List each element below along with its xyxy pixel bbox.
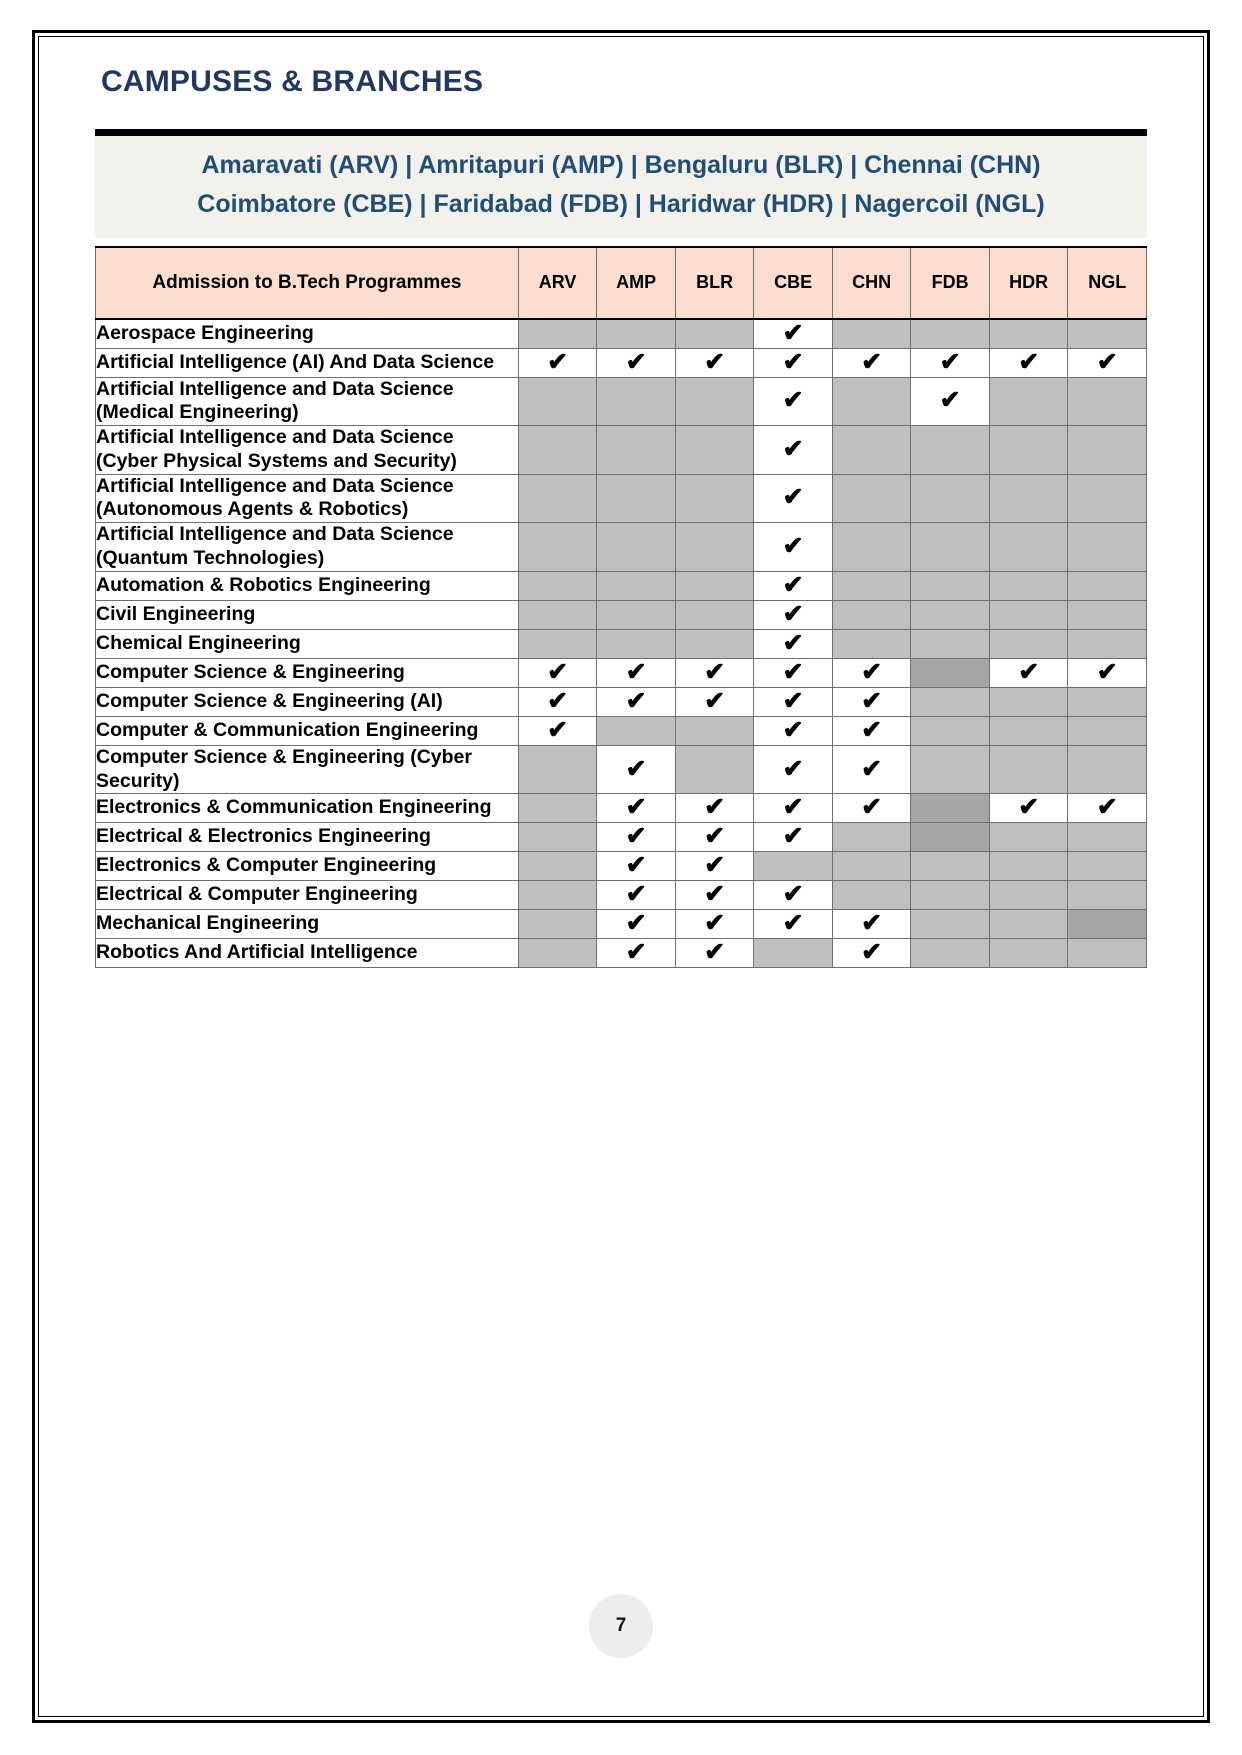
page-footer (39, 1594, 1203, 1658)
availability-cell-hdr (989, 852, 1068, 881)
availability-cell-hdr (989, 319, 1068, 349)
availability-cell-fdb (911, 716, 990, 745)
checkmark-icon: ✔ (1096, 793, 1118, 822)
availability-cell-blr (675, 852, 754, 881)
availability-cell-fdb (911, 629, 990, 658)
availability-cell-cbe (754, 794, 833, 823)
availability-cell-ngl (1068, 629, 1147, 658)
table-row (96, 658, 1147, 687)
programme-name: Aerospace Engineering (96, 319, 519, 349)
checkmark-icon: ✔ (1018, 657, 1040, 686)
availability-cell-fdb (911, 426, 990, 475)
programme-name: Artificial Intelligence and Data Science (Quantum Technologies) (96, 523, 519, 572)
programme-name: Artificial Intelligence (AI) And Data Science (96, 348, 519, 377)
table-row (96, 571, 1147, 600)
availability-cell-chn (832, 794, 911, 823)
checkmark-icon: ✔ (782, 570, 804, 599)
availability-cell-arv (518, 523, 597, 572)
availability-cell-cbe (754, 629, 833, 658)
table-row (96, 474, 1147, 523)
availability-cell-fdb (911, 852, 990, 881)
checkmark-icon: ✔ (704, 909, 726, 938)
checkmark-icon: ✔ (704, 686, 726, 715)
table-row (96, 910, 1147, 939)
programme-name: Artificial Intelligence and Data Science (Autonomous Agents & Robotics) (96, 474, 519, 523)
availability-cell-arv (518, 658, 597, 687)
availability-cell-blr (675, 658, 754, 687)
checkmark-icon: ✔ (625, 822, 647, 851)
checkmark-icon: ✔ (861, 686, 883, 715)
availability-cell-hdr (989, 348, 1068, 377)
column-header-chn: CHN (832, 247, 911, 319)
table-row (96, 745, 1147, 794)
availability-cell-blr (675, 523, 754, 572)
availability-cell-ngl (1068, 523, 1147, 572)
availability-cell-hdr (989, 823, 1068, 852)
availability-cell-chn (832, 319, 911, 349)
availability-cell-fdb (911, 571, 990, 600)
availability-cell-cbe (754, 600, 833, 629)
availability-cell-cbe (754, 319, 833, 349)
programme-name: Electrical & Electronics Engineering (96, 823, 519, 852)
availability-cell-fdb (911, 658, 990, 687)
page-inner-border (38, 36, 1204, 1717)
column-header-arv: ARV (518, 247, 597, 319)
availability-cell-amp (597, 600, 676, 629)
availability-cell-cbe (754, 523, 833, 572)
availability-cell-chn (832, 377, 911, 426)
checkmark-icon: ✔ (1018, 793, 1040, 822)
availability-cell-arv (518, 377, 597, 426)
availability-cell-cbe (754, 687, 833, 716)
availability-cell-cbe (754, 823, 833, 852)
availability-cell-arv (518, 319, 597, 349)
availability-cell-chn (832, 852, 911, 881)
column-header-amp: AMP (597, 247, 676, 319)
availability-cell-cbe (754, 910, 833, 939)
availability-cell-blr (675, 910, 754, 939)
availability-cell-chn (832, 348, 911, 377)
availability-cell-blr (675, 687, 754, 716)
availability-cell-ngl (1068, 716, 1147, 745)
availability-cell-amp (597, 629, 676, 658)
availability-cell-amp (597, 881, 676, 910)
programme-name: Robotics And Artificial Intelligence (96, 939, 519, 968)
availability-cell-amp (597, 348, 676, 377)
table-row (96, 716, 1147, 745)
availability-cell-chn (832, 571, 911, 600)
availability-cell-arv (518, 571, 597, 600)
availability-cell-hdr (989, 571, 1068, 600)
availability-cell-hdr (989, 881, 1068, 910)
checkmark-icon: ✔ (1096, 347, 1118, 376)
campus-banner-line-1: Amaravati (ARV) | Amritapuri (AMP) | Bengaluru (BLR) | Chennai (CHN) (201, 151, 1041, 179)
availability-cell-chn (832, 745, 911, 794)
column-header-hdr: HDR (989, 247, 1068, 319)
availability-cell-cbe (754, 745, 833, 794)
availability-cell-ngl (1068, 794, 1147, 823)
column-header-ngl: NGL (1068, 247, 1147, 319)
availability-cell-blr (675, 745, 754, 794)
availability-cell-ngl (1068, 939, 1147, 968)
availability-cell-hdr (989, 600, 1068, 629)
checkmark-icon: ✔ (704, 851, 726, 880)
column-header-cbe: CBE (754, 247, 833, 319)
checkmark-icon: ✔ (861, 938, 883, 967)
checkmark-icon: ✔ (704, 347, 726, 376)
availability-cell-cbe (754, 939, 833, 968)
programme-name: Electronics & Communication Engineering (96, 794, 519, 823)
checkmark-icon: ✔ (782, 386, 804, 415)
checkmark-icon: ✔ (704, 657, 726, 686)
availability-cell-blr (675, 716, 754, 745)
availability-cell-fdb (911, 377, 990, 426)
checkmark-icon: ✔ (625, 793, 647, 822)
checkmark-icon: ✔ (782, 686, 804, 715)
programme-name: Computer Science & Engineering (AI) (96, 687, 519, 716)
checkmark-icon: ✔ (1018, 347, 1040, 376)
availability-cell-arv (518, 474, 597, 523)
programme-name: Civil Engineering (96, 600, 519, 629)
availability-cell-amp (597, 658, 676, 687)
checkmark-icon: ✔ (704, 793, 726, 822)
availability-cell-cbe (754, 852, 833, 881)
availability-cell-ngl (1068, 474, 1147, 523)
availability-cell-arv (518, 629, 597, 658)
availability-cell-blr (675, 348, 754, 377)
availability-cell-ngl (1068, 600, 1147, 629)
checkmark-icon: ✔ (782, 909, 804, 938)
availability-cell-blr (675, 823, 754, 852)
availability-cell-cbe (754, 377, 833, 426)
programmes-campus-matrix (95, 246, 1147, 969)
availability-cell-arv (518, 852, 597, 881)
availability-cell-chn (832, 881, 911, 910)
availability-cell-blr (675, 571, 754, 600)
availability-cell-cbe (754, 348, 833, 377)
availability-cell-amp (597, 794, 676, 823)
campus-banner (95, 129, 1147, 238)
availability-cell-amp (597, 523, 676, 572)
availability-cell-chn (832, 687, 911, 716)
availability-cell-arv (518, 910, 597, 939)
checkmark-icon: ✔ (625, 851, 647, 880)
table-row (96, 629, 1147, 658)
checkmark-icon: ✔ (782, 715, 804, 744)
checkmark-icon: ✔ (782, 628, 804, 657)
availability-cell-ngl (1068, 426, 1147, 475)
checkmark-icon: ✔ (861, 793, 883, 822)
checkmark-icon: ✔ (782, 754, 804, 783)
checkmark-icon: ✔ (861, 347, 883, 376)
availability-cell-chn (832, 910, 911, 939)
availability-cell-cbe (754, 716, 833, 745)
availability-cell-hdr (989, 716, 1068, 745)
availability-cell-arv (518, 687, 597, 716)
checkmark-icon: ✔ (547, 657, 569, 686)
programme-name: Electrical & Computer Engineering (96, 881, 519, 910)
table-row (96, 377, 1147, 426)
availability-cell-ngl (1068, 852, 1147, 881)
availability-cell-blr (675, 881, 754, 910)
page-number-badge: 7 (589, 1594, 653, 1658)
campus-banner-line-2: Coimbatore (CBE) | Faridabad (FDB) | Haridwar (HDR) | Nagercoil (NGL) (197, 189, 1045, 218)
availability-cell-arv (518, 716, 597, 745)
table-row (96, 852, 1147, 881)
table-row (96, 881, 1147, 910)
availability-cell-blr (675, 319, 754, 349)
checkmark-icon: ✔ (625, 347, 647, 376)
availability-cell-arv (518, 426, 597, 475)
availability-cell-arv (518, 794, 597, 823)
availability-cell-fdb (911, 600, 990, 629)
availability-cell-fdb (911, 474, 990, 523)
checkmark-icon: ✔ (547, 686, 569, 715)
availability-cell-arv (518, 745, 597, 794)
table-row (96, 687, 1147, 716)
programme-name: Electronics & Computer Engineering (96, 852, 519, 881)
availability-cell-fdb (911, 745, 990, 794)
checkmark-icon: ✔ (547, 347, 569, 376)
availability-cell-amp (597, 939, 676, 968)
availability-cell-ngl (1068, 571, 1147, 600)
availability-cell-ngl (1068, 745, 1147, 794)
checkmark-icon: ✔ (547, 715, 569, 744)
checkmark-icon: ✔ (861, 657, 883, 686)
availability-cell-hdr (989, 687, 1068, 716)
availability-cell-chn (832, 939, 911, 968)
checkmark-icon: ✔ (782, 599, 804, 628)
availability-cell-cbe (754, 658, 833, 687)
availability-cell-arv (518, 600, 597, 629)
checkmark-icon: ✔ (625, 754, 647, 783)
checkmark-icon: ✔ (782, 318, 804, 347)
availability-cell-hdr (989, 939, 1068, 968)
availability-cell-blr (675, 600, 754, 629)
programme-name: Computer Science & Engineering (96, 658, 519, 687)
programme-name: Automation & Robotics Engineering (96, 571, 519, 600)
availability-cell-cbe (754, 474, 833, 523)
availability-cell-fdb (911, 348, 990, 377)
checkmark-icon: ✔ (782, 822, 804, 851)
availability-cell-ngl (1068, 377, 1147, 426)
availability-cell-blr (675, 474, 754, 523)
availability-cell-chn (832, 629, 911, 658)
availability-cell-chn (832, 523, 911, 572)
availability-cell-hdr (989, 426, 1068, 475)
availability-cell-cbe (754, 571, 833, 600)
availability-cell-amp (597, 716, 676, 745)
availability-cell-amp (597, 377, 676, 426)
table-body (96, 319, 1147, 968)
table-row (96, 939, 1147, 968)
availability-cell-fdb (911, 939, 990, 968)
availability-cell-chn (832, 658, 911, 687)
availability-cell-chn (832, 716, 911, 745)
availability-cell-arv (518, 348, 597, 377)
checkmark-icon: ✔ (625, 686, 647, 715)
checkmark-icon: ✔ (782, 483, 804, 512)
availability-cell-amp (597, 571, 676, 600)
table-header-row (96, 247, 1147, 319)
availability-cell-hdr (989, 377, 1068, 426)
availability-cell-chn (832, 426, 911, 475)
column-header-blr: BLR (675, 247, 754, 319)
checkmark-icon: ✔ (625, 909, 647, 938)
checkmark-icon: ✔ (939, 347, 961, 376)
availability-cell-arv (518, 881, 597, 910)
table-row (96, 348, 1147, 377)
programme-name: Mechanical Engineering (96, 910, 519, 939)
availability-cell-chn (832, 823, 911, 852)
availability-cell-amp (597, 319, 676, 349)
checkmark-icon: ✔ (1096, 657, 1118, 686)
availability-cell-blr (675, 794, 754, 823)
availability-cell-fdb (911, 319, 990, 349)
page-title: CAMPUSES & BRANCHES (101, 65, 484, 98)
availability-cell-hdr (989, 794, 1068, 823)
programme-name: Computer Science & Engineering (Cyber Security) (96, 745, 519, 794)
checkmark-icon: ✔ (704, 938, 726, 967)
checkmark-icon: ✔ (782, 880, 804, 909)
availability-cell-arv (518, 823, 597, 852)
availability-cell-hdr (989, 523, 1068, 572)
availability-cell-amp (597, 474, 676, 523)
availability-cell-amp (597, 426, 676, 475)
availability-cell-amp (597, 687, 676, 716)
table-row (96, 523, 1147, 572)
availability-cell-fdb (911, 794, 990, 823)
column-header-programmes: Admission to B.Tech Programmes (96, 247, 519, 319)
page-content (39, 37, 1203, 1716)
table-header (96, 247, 1147, 319)
checkmark-icon: ✔ (939, 386, 961, 415)
checkmark-icon: ✔ (625, 880, 647, 909)
availability-cell-blr (675, 939, 754, 968)
checkmark-icon: ✔ (782, 657, 804, 686)
checkmark-icon: ✔ (625, 938, 647, 967)
availability-cell-fdb (911, 910, 990, 939)
checkmark-icon: ✔ (704, 880, 726, 909)
availability-cell-chn (832, 600, 911, 629)
availability-cell-cbe (754, 881, 833, 910)
availability-cell-ngl (1068, 658, 1147, 687)
availability-cell-fdb (911, 687, 990, 716)
availability-cell-amp (597, 745, 676, 794)
availability-cell-ngl (1068, 881, 1147, 910)
availability-cell-ngl (1068, 823, 1147, 852)
availability-cell-blr (675, 377, 754, 426)
programme-name: Artificial Intelligence and Data Science (Cyber Physical Systems and Security) (96, 426, 519, 475)
programme-name: Chemical Engineering (96, 629, 519, 658)
checkmark-icon: ✔ (782, 347, 804, 376)
table-row (96, 794, 1147, 823)
checkmark-icon: ✔ (625, 657, 647, 686)
availability-cell-ngl (1068, 348, 1147, 377)
checkmark-icon: ✔ (861, 715, 883, 744)
table-row (96, 426, 1147, 475)
programme-name: Computer & Communication Engineering (96, 716, 519, 745)
checkmark-icon: ✔ (782, 434, 804, 463)
table-row (96, 319, 1147, 349)
availability-cell-cbe (754, 426, 833, 475)
availability-cell-blr (675, 629, 754, 658)
table-row (96, 823, 1147, 852)
availability-cell-hdr (989, 745, 1068, 794)
availability-cell-amp (597, 852, 676, 881)
checkmark-icon: ✔ (861, 754, 883, 783)
availability-cell-fdb (911, 523, 990, 572)
programme-name: Artificial Intelligence and Data Science (Medical Engineering) (96, 377, 519, 426)
availability-cell-amp (597, 823, 676, 852)
availability-cell-hdr (989, 629, 1068, 658)
availability-cell-hdr (989, 910, 1068, 939)
column-header-fdb: FDB (911, 247, 990, 319)
availability-cell-arv (518, 939, 597, 968)
availability-cell-hdr (989, 658, 1068, 687)
availability-cell-amp (597, 910, 676, 939)
availability-cell-fdb (911, 823, 990, 852)
availability-cell-ngl (1068, 687, 1147, 716)
availability-cell-fdb (911, 881, 990, 910)
checkmark-icon: ✔ (782, 793, 804, 822)
availability-cell-ngl (1068, 910, 1147, 939)
availability-cell-blr (675, 426, 754, 475)
table-row (96, 600, 1147, 629)
checkmark-icon: ✔ (704, 822, 726, 851)
availability-cell-hdr (989, 474, 1068, 523)
availability-cell-ngl (1068, 319, 1147, 349)
availability-cell-chn (832, 474, 911, 523)
checkmark-icon: ✔ (782, 531, 804, 560)
checkmark-icon: ✔ (861, 909, 883, 938)
